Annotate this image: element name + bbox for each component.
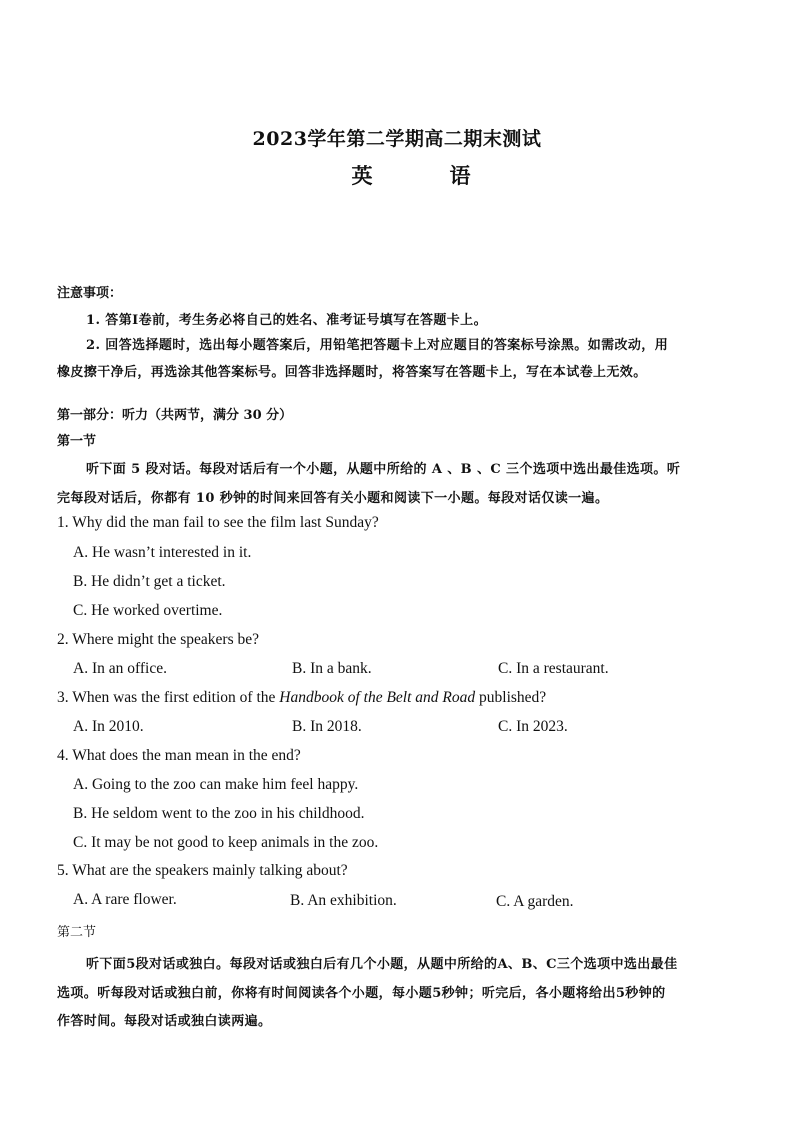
question-3-option-a: A. In 2010. (73, 718, 144, 735)
question-5-stem: 5. What are the speakers mainly talking about? (57, 862, 348, 879)
question-4-stem: 4. What does the man mean in the end? (57, 747, 301, 764)
exam-title: 2023学年第二学期高二期末测试 (252, 128, 542, 150)
section2-instruction-line-3: 作答时间。每段对话或独白读两遍。 (57, 1014, 272, 1029)
question-1-option-a: A. He wasn’t interested in it. (73, 544, 252, 561)
question-5-option-c: C. A garden. (496, 893, 574, 910)
question-3-stem-end: published? (475, 689, 547, 706)
subject-title: 英 语 (351, 163, 499, 188)
question-1-option-c: C. He worked overtime. (73, 602, 223, 619)
question-4-option-a: A. Going to the zoo can make him feel happy. (73, 776, 359, 793)
section2-instruction-line-1: 听下面5段对话或独白。每段对话或独白后有几个小题，从题中所给的A、B、C三个选项中选出最佳 (86, 957, 678, 972)
question-5-option-a: A. A rare flower. (73, 891, 177, 908)
notes-heading: 注意事项： (57, 286, 123, 301)
question-1-option-b: B. He didn’t get a ticket. (73, 573, 226, 590)
section1-instruction-line-1: 听下面 5 段对话。每段对话后有一个小题，从题中所给的 A 、B 、C 三个选项中选出最佳选项。听 (86, 462, 681, 477)
part1-heading: 第一部分：听力（共两节，满分 30 分） (57, 408, 293, 423)
notes-item-2-line-2: 橡皮擦干净后，再选涂其他答案标号。回答非选择题时，将答案写在答题卡上，写在本试卷上无效。 (57, 365, 647, 380)
section1-heading: 第一节 (57, 434, 97, 449)
question-3-book-title: Handbook of the Belt and Road (279, 689, 476, 706)
question-2-option-b: B. In a bank. (292, 660, 372, 677)
question-2-stem: 2. Where might the speakers be? (57, 631, 259, 648)
question-2-option-a: A. In an office. (73, 660, 167, 677)
notes-item-1: 1. 答第Ⅰ卷前，考生务必将自己的姓名、准考证号填写在答题卡上。 (86, 313, 487, 328)
notes-item-2-line-1: 2. 回答选择题时，选出每小题答案后，用铅笔把答题卡上对应题目的答案标号涂黑。如需改动，用 (86, 338, 669, 353)
question-3-option-c: C. In 2023. (498, 718, 568, 735)
question-1-stem: 1. Why did the man fail to see the film last Sunday? (57, 514, 379, 531)
question-3-stem-start: 3. When was the first edition of the (57, 689, 280, 706)
question-3-option-b: B. In 2018. (292, 718, 362, 735)
question-4-option-c: C. It may be not good to keep animals in the zoo. (73, 834, 379, 851)
section1-instruction-line-2: 完每段对话后，你都有 10 秒钟的时间来回答有关小题和阅读下一小题。每段对话仅读一遍。 (57, 491, 609, 506)
question-3-stem (57, 689, 546, 707)
section2-instruction-line-2: 选项。听每段对话或独白前，你将有时间阅读各个小题，每小题5秒钟；听完后，各小题将给出5秒钟的 (57, 986, 666, 1001)
question-5-option-b: B. An exhibition. (290, 892, 397, 909)
question-2-option-c: C. In a restaurant. (498, 660, 609, 677)
section2-heading: 第二节 (57, 925, 97, 940)
question-4-option-b: B. He seldom went to the zoo in his childhood. (73, 805, 365, 822)
